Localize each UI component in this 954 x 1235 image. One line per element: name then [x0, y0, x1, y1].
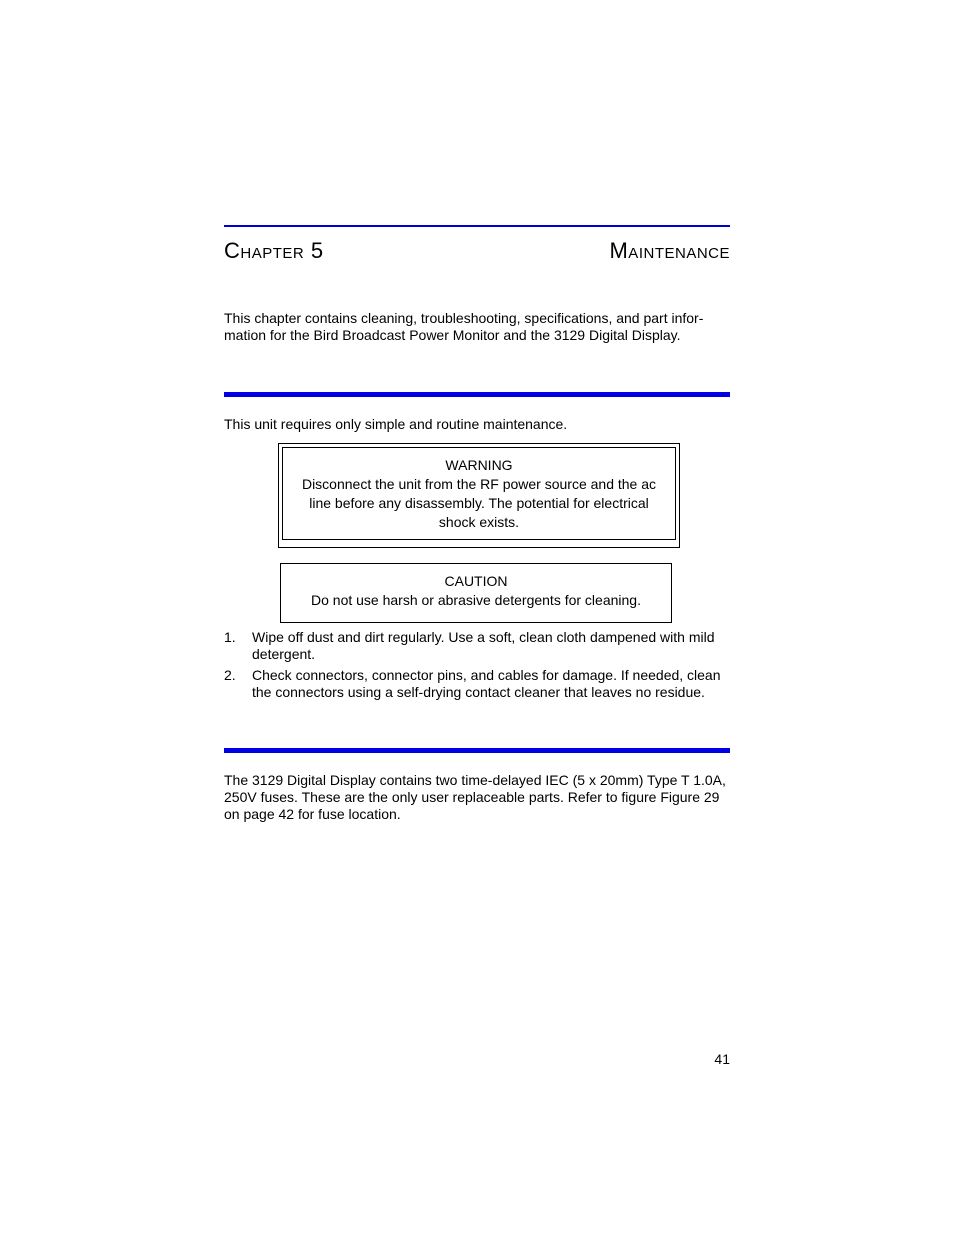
step-number: 1.: [224, 629, 236, 645]
section-rule: [224, 748, 730, 753]
maintenance-steps: [224, 629, 730, 705]
warning-line: Disconnect the unit from the RF power source and the ac: [301, 476, 657, 492]
caution-box: [280, 563, 672, 623]
intro-paragraph: [224, 310, 730, 344]
warning-line: shock exists.: [438, 514, 520, 530]
chapter-number: Chapter 5: [224, 238, 324, 263]
caution-heading: CAUTION: [444, 573, 508, 589]
section-rule: [224, 392, 730, 397]
caution-text: Do not use harsh or abrasive detergents for cleaning.: [311, 592, 641, 608]
step-item: [224, 629, 730, 663]
warning-heading: WARNING: [445, 457, 513, 473]
routine-paragraph: This unit requires only simple and routine maintenance.: [224, 416, 568, 432]
warning-line: line before any disassembly. The potential for electrical: [309, 495, 649, 511]
step-item: [224, 667, 730, 701]
chapter-heading: [224, 238, 730, 264]
step-line: detergent.: [252, 646, 316, 662]
chapter-rule: [224, 225, 730, 227]
step-number: 2.: [224, 667, 236, 683]
warning-inner: [282, 447, 676, 540]
warning-box: [278, 443, 680, 548]
fuses-line: 250V fuses. These are the only user replaceable parts. Refer to figure Figure 29: [224, 789, 720, 805]
step-line: the connectors using a self-drying contact cleaner that leaves no residue.: [252, 684, 705, 700]
fuses-line: on page 42 for fuse location.: [224, 806, 401, 822]
intro-line: This chapter contains cleaning, troubleshooting, specifications, and part infor-: [224, 310, 704, 326]
chapter-title: Maintenance: [609, 238, 730, 263]
fuses-paragraph: [224, 772, 730, 823]
page-number: 41: [714, 1051, 730, 1067]
step-line: Wipe off dust and dirt regularly. Use a soft, clean cloth dampened with mild: [252, 629, 715, 645]
intro-line: mation for the Bird Broadcast Power Monitor and the 3129 Digital Display.: [224, 327, 681, 343]
fuses-line: The 3129 Digital Display contains two time-delayed IEC (5 x 20mm) Type T 1.0A,: [224, 772, 726, 788]
step-line: Check connectors, connector pins, and cables for damage. If needed, clean: [252, 667, 721, 683]
